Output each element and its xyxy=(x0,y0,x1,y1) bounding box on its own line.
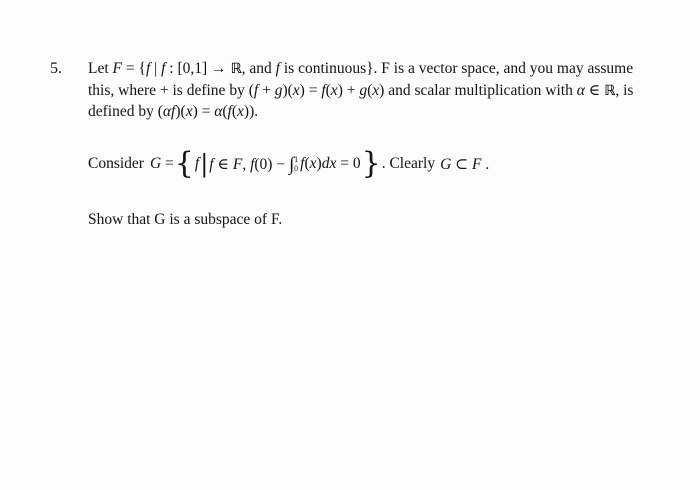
question-line-1 xyxy=(88,60,633,78)
right-brace: } xyxy=(361,146,381,181)
question-number: 5. xyxy=(50,60,62,77)
vertical-bar: | xyxy=(200,150,209,178)
line2-end: , is xyxy=(615,82,634,99)
question-line-2 xyxy=(88,82,633,100)
set-F-definition: F = {f | f : [0,1] → ℝ, and f is continuous}. xyxy=(112,60,382,77)
set-G-definition: Consider G = { f | f ∈ F, f(0) − ∫ 1 0 f(x)dx = 0 } . Clearly G ⊂ F . xyxy=(88,146,490,181)
integral-limits: 1 0 xyxy=(294,155,299,173)
line1-tail: F is a vector space, and you may assume xyxy=(381,60,634,77)
line3-start: defined by xyxy=(88,103,154,120)
integral-sign: ∫ xyxy=(288,154,295,175)
question-line-3 xyxy=(88,103,258,121)
clearly-text: . Clearly xyxy=(381,155,436,172)
line2-start: this, where + is define by xyxy=(88,82,245,99)
subset-statement: G ⊂ F . xyxy=(440,155,490,173)
line1-intro: Let xyxy=(88,60,109,77)
line2-mid: and scalar multiplication with xyxy=(388,82,573,99)
addition-definition: (f + g)(x) = f(x) + g(x) xyxy=(248,82,389,99)
task-statement: Show that G is a subspace of F. xyxy=(88,211,283,228)
consider-label: Consider xyxy=(88,155,144,172)
left-brace: { xyxy=(174,146,194,181)
alpha-in-R: α ∈ ℝ xyxy=(576,82,616,99)
scalar-definition: (αf)(x) = α(f(x)). xyxy=(157,103,259,120)
